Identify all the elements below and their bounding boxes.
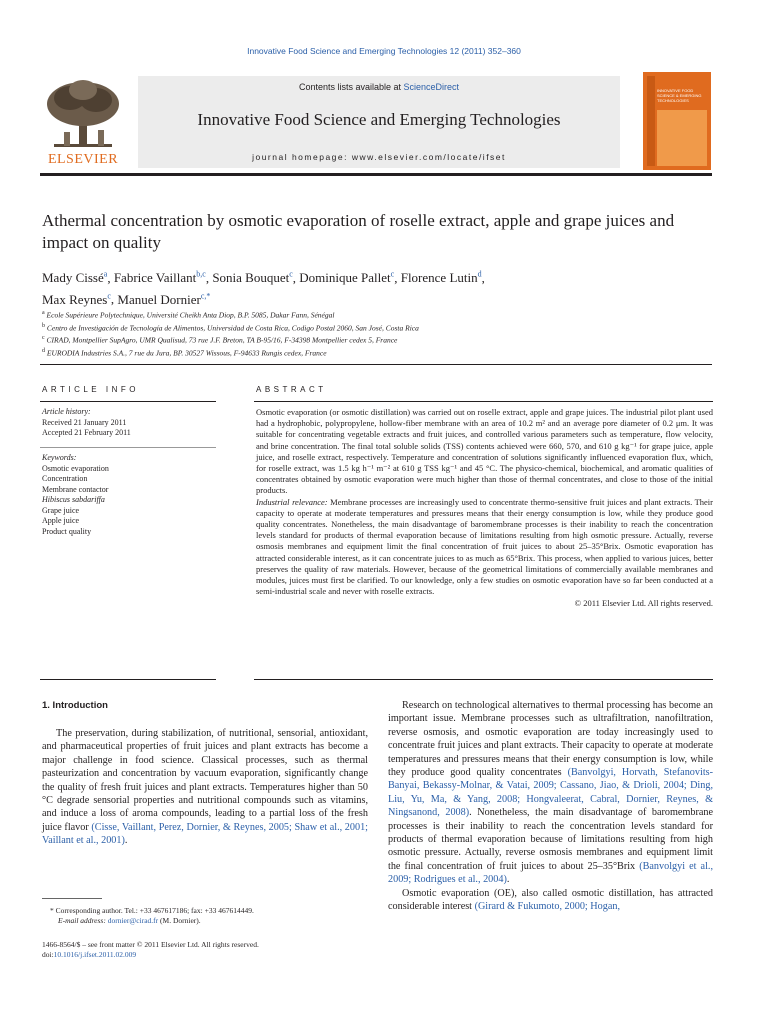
journal-homepage: journal homepage: www.elsevier.com/locate/ifset (252, 152, 506, 162)
issn-line: 1466-8564/$ – see front matter © 2011 Elsevier Ltd. All rights reserved. (42, 940, 259, 949)
article-info-heading: ARTICLE INFO (42, 385, 139, 394)
journal-cover (643, 72, 711, 170)
info-bottom-rule (40, 679, 216, 680)
section-rule (40, 364, 712, 365)
body-paragraph: Osmotic evaporation (OE), also called osmotic distillation, has attracted considerable interest (Girard & Fukumoto, 2000; Hogan, (388, 887, 713, 913)
abstract-paragraph: Osmotic evaporation (or osmotic distillation) was carried out on roselle extract, apple and grape juices. The industrial pilot plant used had a hydrophobic, polypropylene, hollow-fiber membrane with an area of 10.2 m² and an average pore diameter of 0.2 μm. It was suitable for concentrating vegetable extracts and fruit juices, and controlled various parameters such as temperature, flow velocity, and brine concentration. The final total soluble solids (TSS) contents achieved were 660, 570, and 610 g kg⁻¹ for grape juice, apple juice, and roselle extract, respectively. Temperature and concentration of solutions significantly influenced evaporation flux, which, for roselle extract, was 1.5 kg h⁻¹ m⁻² at 610 g TSS kg⁻¹ and 45 °C. The physico-chemical, biochemical, and aromatic qualities of concentrates obtained by osmotic evaporation were much higher than those of thermal concentrates, and close to those of the initial products. (256, 407, 713, 496)
journal-name: Innovative Food Science and Emerging Technologies (197, 110, 561, 129)
info-rule (40, 447, 216, 448)
affiliation: $^a$ Ecole Supérieure Polytechnique, Université Cheikh Anta Diop, B.P. 5085, Dakar Fann, Sénégal (42, 310, 335, 320)
keyword: Product quality (42, 526, 92, 536)
copyright: © 2011 Elsevier Ltd. All rights reserved. (574, 598, 713, 609)
email-line: E-mail address: dornier@cirad.fr (M. Dornier). (58, 916, 201, 925)
affiliation: $^d$ EURODIA Industries S.A., 7 rue du Jura, BP. 30527 Wissous, F-94633 Rungis cedex, France (42, 347, 327, 357)
author[interactable]: Manuel Dornier$^{c,*}$ (117, 291, 211, 307)
abstract-relevance: Industrial relevance: Membrane processes are increasingly used to concentrate thermo-sensitive fruit juices and plant extracts. Their capacity to operate at moderate temperatures and pressures means that their energy consumption is low, while they produce good quality concentrates. Nonetheless, the main disadvantage of baromembrane processes is their inability to reach the concentration levels standard for products of thermal evaporation because of limitations resulting from high osmotic pressure. Actually, reverse osmosis membranes and equipment limit the final concentration of fruit juices to about 25–35°Brix. Osmotic evaporation has attracted considerable interest, as it can concentrate juices to as much as 65°Brix. This process, when applied to various juices, better preserves the quality of raw materials. However, because of the geometrical limitations of commercially available membranes and modules, juices must first be clarified. To our knowledge, only a few studies on osmotic evaporation have so far been conducted at a semi-industrial scale and never with roselle extracts. (256, 496, 713, 597)
affiliation: $^c$ CIRAD, Montpellier SupAgro, UMR Qualisud, 73 rue J.F. Breton, TA B-95/16, F-34398 Montpellier cedex 5, France (42, 335, 398, 345)
keywords: Keywords: Osmotic evaporation Concentration Membrane contactor Hibiscus sabdariffa Grape juice Apple juice Product quality (42, 453, 109, 536)
cover-image (657, 110, 707, 166)
citation-link[interactable]: (Cisse, Vaillant, Perez, Dornier, & Reynes, 2005; Shaw et al., 2001; Vaillant et al., 2001) (42, 821, 368, 847)
abstract-bottom-rule (254, 679, 713, 680)
tree-icon (40, 76, 126, 154)
citation-link[interactable]: (Banvolgyi, Horvath, Stefanovits-Banyai, Bekassy-Molnar, & Vatai, 2009; Cassano, Jiao, & Drioli, 2004; Ding, Liu, Yu, Ma, & Yang, 2008; Hongvaleerat, Cabral, Dornier, Reynes, & Ningsanond, 2008) (388, 767, 714, 819)
abstract-body (256, 407, 713, 610)
citation-link[interactable]: (Banvolgyi et al., 2009; Rodrigues et al., 2004) (388, 860, 714, 886)
journal-banner (138, 76, 620, 168)
email-link[interactable]: dornier@cirad.fr (107, 916, 159, 925)
keyword: Apple juice (42, 516, 80, 525)
author[interactable]: Mady Cissé$^a$ (42, 270, 108, 286)
sciencedirect-link[interactable]: ScienceDirect (403, 82, 460, 92)
front-matter (42, 940, 372, 960)
journal-citation[interactable]: Innovative Food Science and Emerging Technologies 12 (2011) 352–360 (247, 46, 521, 56)
author[interactable]: Fabrice Vaillant$^{b,c}$ (113, 270, 206, 286)
author[interactable]: Max Reynes$^c$ (42, 291, 111, 307)
cover-title: INNOVATIVE FOOD SCIENCE & EMERGING TECHNOLOGIES (657, 88, 702, 103)
affiliations (42, 308, 714, 358)
author-list: Mady Cissé$^a$, Fabrice Vaillant$^{b,c}$, Sonia Bouquet$^c$, Dominique Pallet$^c$, Florence Lutin$^d$, Max Reynes$^c$, Manuel Dornier$^{c,*}$ (42, 270, 485, 307)
abstract-heading: ABSTRACT (256, 385, 327, 394)
homepage-link[interactable]: www.elsevier.com/locate/ifset (351, 152, 506, 162)
keyword: Concentration (42, 474, 88, 483)
info-rule (40, 401, 216, 402)
body-right-column (388, 699, 713, 914)
doi-link[interactable]: 10.1016/j.ifset.2011.02.009 (53, 950, 137, 959)
keyword: Hibiscus sabdariffa (42, 495, 105, 504)
affiliation: $^b$ Centro de Investigación de Tecnología de Alimentos, Universidad de Costa Rica, Codigo Postal 2060, San José, Costa Rica (42, 322, 419, 332)
body-left-column (42, 727, 368, 848)
keyword: Osmotic evaporation (42, 463, 109, 473)
publisher-name: ELSEVIER (47, 152, 119, 167)
header-rule (40, 173, 712, 176)
elsevier-logo (40, 76, 126, 168)
corresponding-author: * Corresponding author. Tel.: +33 467617186; fax: +33 467614449. (50, 906, 254, 915)
author[interactable]: Dominique Pallet$^c$ (299, 270, 395, 286)
cover-stripe (647, 76, 655, 166)
intro-heading: 1. Introduction (42, 700, 108, 711)
article-title: Athermal concentration by osmotic evaporation of roselle extract, apple and grape juices and impact on quality (42, 211, 675, 252)
author[interactable]: Sonia Bouquet$^c$ (212, 270, 293, 286)
doi-line: doi:10.1016/j.ifset.2011.02.009 (42, 950, 137, 959)
footnote (50, 906, 370, 926)
article-history: Article history: Received 21 January 2011 Accepted 21 February 2011 (42, 407, 131, 437)
body-paragraph: The preservation, during stabilization, of nutritional, sensorial, antioxidant, and pharmaceutical properties of fruit juices and plant extracts has become a major challenge in food science. Classical processes, such as thermal pasteurization and concentration by vacuum evaporation, significantly change the quality of fresh fruit juices and plant extracts. Temperatures higher than 50 °C degrade sensorial properties and nutritional compounds such as vitamins, and induce a loss of aroma compounds, leading to a partial loss of the fresh juice flavor (Cisse, Vaillant, Perez, Dornier, & Reynes, 2005; Shaw et al., 2001; Vaillant et al., 2001). (42, 728, 368, 847)
author[interactable]: Florence Lutin$^d$ (400, 270, 482, 286)
keyword: Membrane contactor (42, 484, 109, 494)
footnote-rule (42, 898, 102, 899)
contents-line: Contents lists available at ScienceDirect (298, 82, 460, 92)
keyword: Grape juice (42, 505, 80, 515)
citation-link[interactable]: (Girard & Fukumoto, 2000; Hogan, (474, 901, 621, 913)
body-paragraph: Research on technological alternatives to thermal processing has become an important issue. Membrane processes such as ultrafiltration, nanofiltration, reverse osmosis, and osmotic evaporation are today increasingly used to concentrate fruit juices and plant extracts. Their capacity to operate at moderate temperatures and pressures means that their energy consumption is low, while they produce good quality concentrates (Banvolgyi, Horvath, Stefanovits-Banyai, Bekassy-Molnar, & Vatai, 2009; Cassano, Jiao, & Drioli, 2004; Ding, Liu, Yu, Ma, & Yang, 2008; Hongvaleerat, Cabral, Dornier, Reynes, & Ningsanond, 2008). Nonetheless, the main disadvantage of baromembrane processes is their inability to reach the concentration levels standard for products of thermal evaporation because of limitations resulting from high osmotic pressure. Actually, reverse osmosis membranes and equipment limit the final concentration of fruit juices to about 25–35°Brix (Banvolgyi et al., 2009; Rodrigues et al., 2004). (388, 700, 714, 886)
abstract-rule (254, 401, 713, 402)
